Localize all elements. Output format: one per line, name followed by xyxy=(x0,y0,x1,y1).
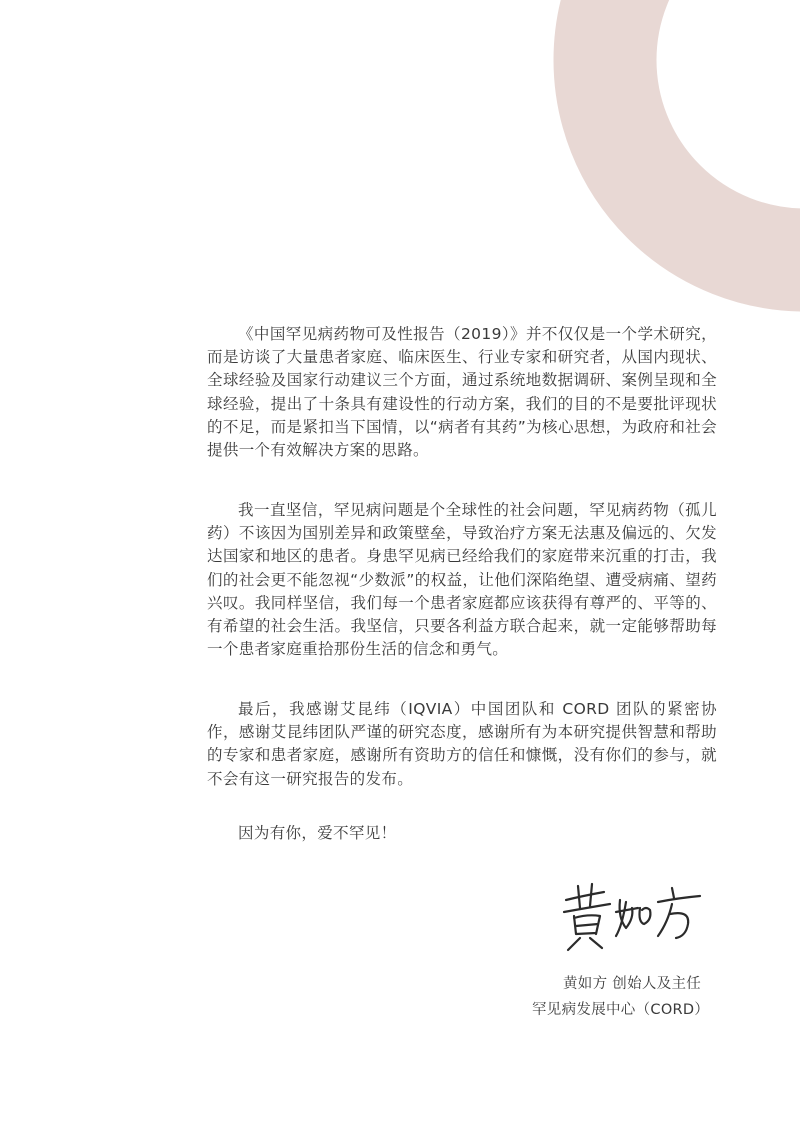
handwritten-signature xyxy=(560,878,710,953)
paragraph-thanks: 最后，我感谢艾昆纬（IQVIA）中国团队和 CORD 团队的紧密协作，感谢艾昆纬团队严谨的研究态度，感谢所有为本研究提供智慧和帮助的专家和患者家庭，感谢所有资助方的信任和慷慨，没有你们的参与，就不会有这一研究报告的发布。 xyxy=(207,700,717,788)
signer-name-title: 黄如方 创始人及主任 xyxy=(563,976,702,992)
paragraph-closing: 因为有你，爱不罕见！ xyxy=(238,824,397,842)
paragraph-intro: 《中国罕见病药物可及性报告（2019）》并不仅仅是一个学术研究，而是访谈了大量患者家庭、临床医生、行业专家和研究者，从国内现状、全球经验及国家行动建议三个方面，通过系统地数据调研、案例呈现和全球经验，提出了十条具有建设性的行动方案，我们的目的不是要批评现状的不足，而是紧扣当下国情，以“病者有其药”为核心思想，为政府和社会提供一个有效解决方案的思路。 xyxy=(207,325,717,460)
paragraph-belief: 我一直坚信，罕见病问题是个全球性的社会问题，罕见病药物（孤儿药）不该因为国别差异和政策壁垒，导致治疗方案无法惠及偏远的、欠发达国家和地区的患者。身患罕见病已经给我们的家庭带来沉重的打击，我们的社会更不能忽视“少数派”的权益，让他们深陷绝望、遭受病痛、望药兴叹。我同样坚信，我们每一个患者家庭都应该获得有尊严的、平等的、有希望的社会生活。我坚信，只要各利益方联合起来，就一定能够帮助每一个患者家庭重拾那份生活的信念和勇气。 xyxy=(207,501,717,659)
signer-organization: 罕见病发展中心（CORD） xyxy=(532,1002,710,1018)
